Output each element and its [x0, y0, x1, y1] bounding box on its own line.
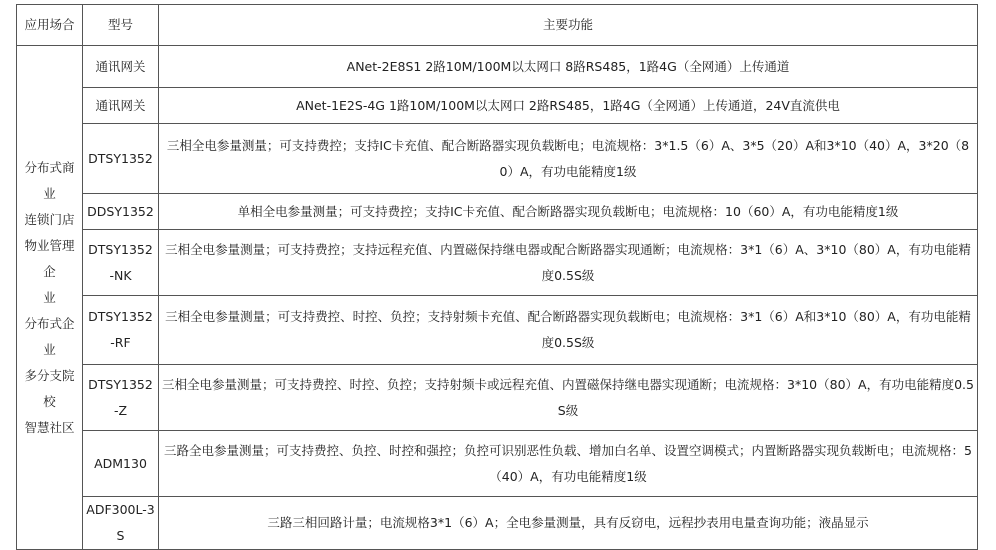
- table-row: [17, 124, 978, 194]
- function-cell: 单相全电参量测量；可支持费控；支持IC卡充值、配合断路器实现负载断电；电流规格：10（60）A，有功电能精度1级: [159, 194, 978, 230]
- scene-line: 多分支院校: [24, 367, 75, 409]
- scene-line: 连锁门店: [24, 211, 75, 227]
- function-cell: 三相全电参量测量；可支持费控、时控、负控；支持射频卡充值、配合断路器实现负载断电；电流规格：3*1（6）A和3*10（80）A，有功电能精度0.5S级: [159, 296, 978, 365]
- model-cell: ADM130: [83, 431, 159, 497]
- header-row: [17, 5, 978, 46]
- table-row: [17, 230, 978, 296]
- table-row: [17, 88, 978, 124]
- model-cell: 通讯网关: [83, 88, 159, 124]
- function-cell: 三相全电参量测量；可支持费控、时控、负控；支持射频卡或远程充值、内置磁保持继电器实现通断；电流规格：3*10（80）A，有功电能精度0.5S级: [159, 365, 978, 431]
- table-row: [17, 431, 978, 497]
- header-model: 型号: [83, 5, 159, 46]
- model-cell: DTSY1352-RF: [83, 296, 159, 365]
- header-scene: 应用场合: [17, 5, 83, 46]
- product-spec-table: [16, 4, 978, 550]
- model-cell: 通讯网关: [83, 46, 159, 88]
- function-cell: 三路三相回路计量；电流规格3*1（6）A；全电参量测量，具有反窃电，远程抄表用电量查询功能；液晶显示: [159, 497, 978, 550]
- model-cell: ADF300L-3S: [83, 497, 159, 550]
- table-row: [17, 365, 978, 431]
- function-cell: ANet-1E2S-4G 1路10M/100M以太网口 2路RS485，1路4G（全网通）上传通道，24V直流供电: [159, 88, 978, 124]
- table-row: [17, 46, 978, 88]
- function-cell: ANet-2E8S1 2路10M/100M以太网口 8路RS485，1路4G（全网通）上传通道: [159, 46, 978, 88]
- model-cell: DTSY1352-Z: [83, 365, 159, 431]
- model-cell: DTSY1352: [83, 124, 159, 194]
- table-row: [17, 497, 978, 550]
- scene-cell: [17, 46, 83, 550]
- table-row: [17, 296, 978, 365]
- scene-line: 业: [43, 289, 56, 305]
- model-cell: DDSY1352: [83, 194, 159, 230]
- function-cell: 三路全电参量测量；可支持费控、负控、时控和强控；负控可识别恶性负载、增加白名单、设置空调模式；内置断路器实现负载断电；电流规格：5（40）A，有功电能精度1级: [159, 431, 978, 497]
- function-cell: 三相全电参量测量；可支持费控；支持IC卡充值、配合断路器实现负载断电；电流规格：3*1.5（6）A、3*5（20）A和3*10（40）A，3*20（80）A，有功电能精度1级: [159, 124, 978, 194]
- scene-line: 智慧社区: [24, 419, 75, 435]
- function-cell: 三相全电参量测量；可支持费控；支持远程充值、内置磁保持继电器或配合断路器实现通断；电流规格：3*1（6）A、3*10（80）A，有功电能精度0.5S级: [159, 230, 978, 296]
- scene-line: 分布式商业: [24, 159, 75, 201]
- scene-line: 分布式企业: [24, 315, 75, 357]
- scene-line: 物业管理企: [24, 237, 75, 279]
- table-row: [17, 194, 978, 230]
- header-function: 主要功能: [159, 5, 978, 46]
- model-cell: DTSY1352-NK: [83, 230, 159, 296]
